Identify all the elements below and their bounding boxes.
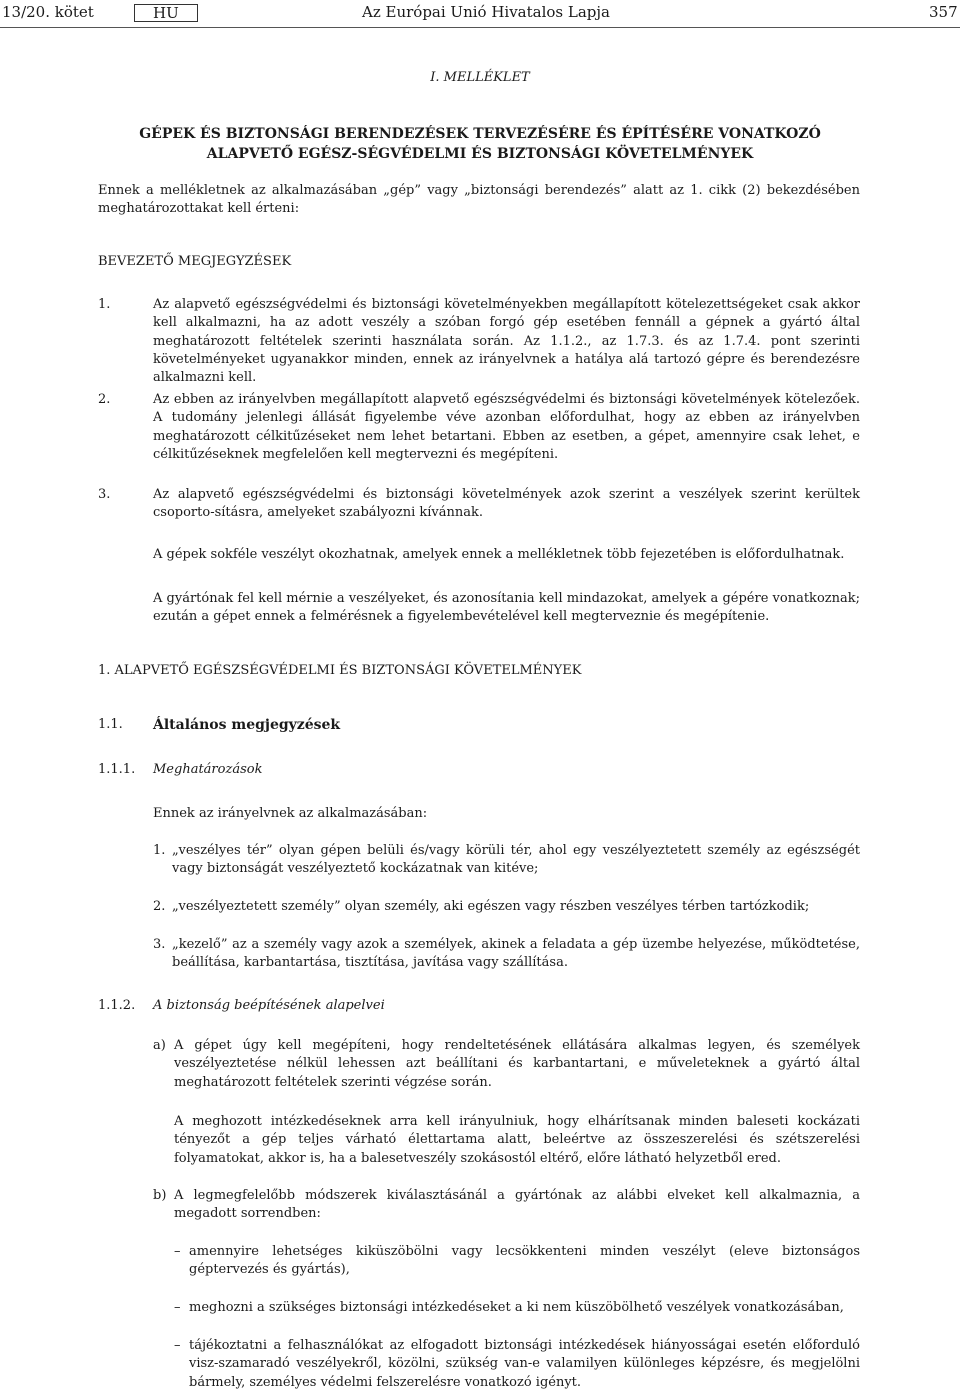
dash-3-text: tájékoztatni a felhasználókat az elfogadott biztonsági intézkedések hiányosságai esetén előforduló visz-szamaradó veszélyekről, közölni, szükség van-e valamilyen különleges képzésre, és megjelölni bármely, személyes védelmi felszerelésre vonatkozó igényt. <box>189 1338 860 1390</box>
definition-3-text: „kezelő” az a személy vagy azok a személyek, akinek a feladata a gép üzembe helyezése, működtetése, beállítása, karbantartása, tisztítása, javítása vagy szállítása. <box>172 937 860 971</box>
principle-a-text: A gépet úgy kell megépíteni, hogy rendeltetésének ellátására alkalmas legyen, és személyek veszélyeztetése nélkül lehessen azt beállítani és karbantartani, e műveleteknek a gyártó által meghatározott feltételek szerinti végzése során. <box>174 1038 860 1090</box>
prelim-3-text: Az alapvető egészségvédelmi és biztonsági követelmények azok szerint a veszélyek szerint kerültek csoporto-sításra, amelyeket szabályozni kívánnak. <box>153 487 860 521</box>
volume-number: 13/20. kötet <box>2 3 94 21</box>
section-1-1-1-title: Meghatározások <box>153 762 263 777</box>
principle-a-text-2: A meghozott intézkedéseknek arra kell irányulniuk, hogy elhárítsanak minden baleseti kockázati tényezőt a gép teljes várható élettartama alatt, beleértve az összeszerelési és szétszerelési folyamatokat, akkor is, ha a balesetveszély szokásostól eltérő, előre látható helyzetből ered. <box>174 1114 860 1166</box>
journal-title: Az Európai Unió Hivatalos Lapja <box>362 3 610 21</box>
definition-2-text: „veszélyeztetett személy” olyan személy, aki egészen vagy részben veszélyes térben tartózkodik; <box>172 899 810 914</box>
prelim-2-number: 2. <box>98 392 111 407</box>
principle-b-text: A legmegfelelőbb módszerek kiválasztásánál a gyártónak az alábbi elveket kell alkalmaznia, a megadott sorrendben: <box>174 1188 860 1222</box>
section-1-1-title: Általános megjegyzések <box>153 717 341 733</box>
section-1-1-2-number: 1.1.2. <box>98 998 136 1013</box>
dash-3-symbol: – <box>174 1338 181 1353</box>
section-1-1-1-number: 1.1.1. <box>98 762 136 777</box>
prelim-1-number: 1. <box>98 297 111 312</box>
intro-paragraph: Ennek a mellékletnek az alkalmazásában „gép” vagy „biztonsági berendezés” alatt az 1. cikk (2) bekezdésében meghatározottakat kell érteni: <box>98 183 860 217</box>
prelim-3-number: 3. <box>98 487 111 502</box>
definitions-intro: Ennek az irányelvnek az alkalmazásában: <box>153 806 428 821</box>
section-1-1-number: 1.1. <box>98 717 123 732</box>
principle-a-label: a) <box>153 1038 166 1053</box>
definition-2-number: 2. <box>153 899 166 914</box>
annex-title: I. MELLÉKLET <box>430 70 530 85</box>
section-1-heading: 1. ALAPVETŐ EGÉSZSÉGVÉDELMI ÉS BIZTONSÁGI KÖVETELMÉNYEK <box>98 663 582 678</box>
prelim-heading: BEVEZETŐ MEGJEGYZÉSEK <box>98 254 292 269</box>
dash-1-text: amennyire lehetséges kiküszöbölni vagy lecsökkenteni minden veszélyt (eleve biztonságos géptervezés és gyártás), <box>189 1244 860 1278</box>
dash-2-symbol: – <box>174 1300 181 1315</box>
principle-b-label: b) <box>153 1188 167 1203</box>
prelim-2-text: Az ebben az irányelvben megállapított alapvető egészségvédelmi és biztonsági követelmények kötelezőek. A tudomány jelenlegi állását figyelembe véve azonban előfordulhat, hogy az ebben az irányelvben meghatározott célkitűzéseket nem lehet betartani. Ebben az esetben, a gépet, amennyire csak lehet, e célkitűzéseknek megfelelően kell megtervezni és megépíteni. <box>153 392 860 462</box>
definition-1-number: 1. <box>153 843 166 858</box>
language-badge: HU <box>134 4 198 22</box>
dash-1-symbol: – <box>174 1244 181 1259</box>
prelim-3-paragraph-3: A gyártónak fel kell mérnie a veszélyeket, és azonosítania kell mindazokat, amelyek a gépére vonatkoznak; ezután a gépet ennek a felmérésnek a figyelembevételével kell megterveznie és megépítenie. <box>153 591 860 625</box>
page-number: 357 <box>929 3 958 21</box>
main-title: GÉPEK ÉS BIZTONSÁGI BERENDEZÉSEK TERVEZÉSÉRE ÉS ÉPÍTÉSÉRE VONATKOZÓ ALAPVETŐ EGÉSZ-SÉGVÉDELMI ÉS BIZTONSÁGI KÖVETELMÉNYEK <box>139 126 821 162</box>
header-divider <box>0 27 960 28</box>
section-1-1-2-title: A biztonság beépítésének alapelvei <box>153 998 385 1013</box>
page-header <box>0 3 960 23</box>
prelim-3-paragraph-2: A gépek sokféle veszélyt okozhatnak, amelyek ennek a mellékletnek több fejezetében is előfordulhatnak. <box>153 547 845 562</box>
dash-2-text: meghozni a szükséges biztonsági intézkedéseket a ki nem küszöbölhető veszélyek vonatkozásában, <box>189 1300 844 1315</box>
definition-1-text: „veszélyes tér” olyan gépen belüli és/vagy körüli tér, ahol egy veszélyeztetett személy az egészségét vagy biztonságát veszélyeztető kockázatnak van kitéve; <box>172 843 860 877</box>
definition-3-number: 3. <box>153 937 166 952</box>
prelim-1-text: Az alapvető egészségvédelmi és biztonsági követelményekben megállapított kötelezettségeket csak akkor kell alkalmazni, ha az adott veszély a szóban forgó gép esetében fennáll a gépnek a gyártó által meghatározott feltételek szerinti használata során. Az 1.1.2., az 1.7.3. és az 1.7.4. pont szerinti követelményeket ugyanakkor minden, ennek az irányelvnek a hatálya alá tartozó gépre és berendezésre alkalmazni kell. <box>153 297 860 386</box>
